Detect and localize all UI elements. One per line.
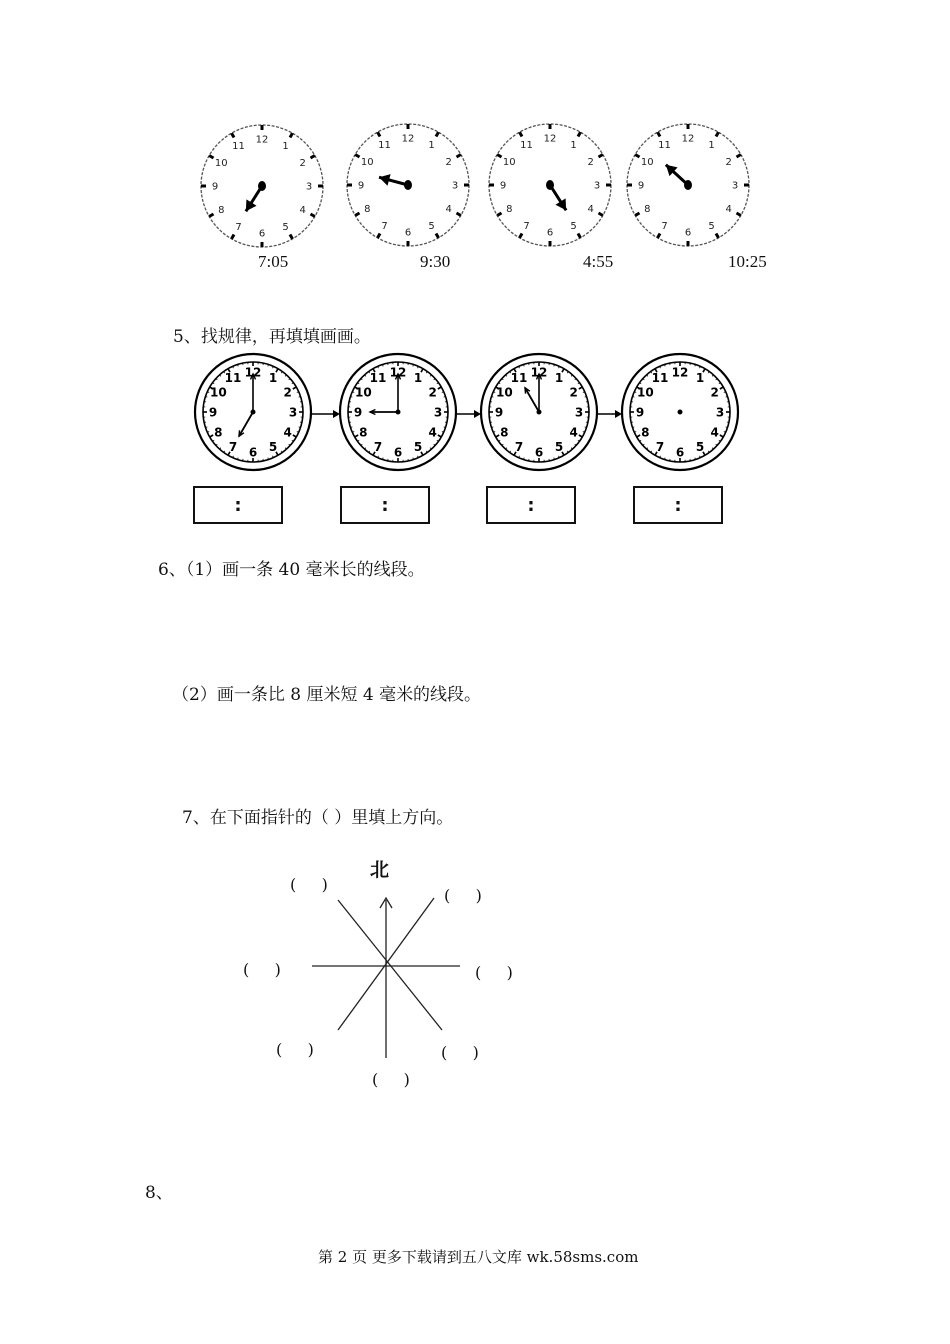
- clock-numeral: 5: [428, 221, 435, 233]
- clock-center: [396, 410, 401, 415]
- clock-numeral: 1: [413, 370, 423, 385]
- clock-numeral: 1: [554, 370, 564, 385]
- simple-clock-4: [627, 124, 749, 246]
- clock-numeral: 6: [546, 227, 554, 239]
- hour-tick: [310, 214, 314, 217]
- direction-blank-northeast[interactable]: ( ): [444, 886, 482, 905]
- hour-tick: [520, 132, 523, 136]
- clock-numeral: 9: [494, 405, 504, 420]
- hour-tick: [378, 132, 381, 136]
- clock-numeral: 5: [282, 222, 289, 234]
- clock-numeral: 4: [283, 425, 292, 440]
- clock-numeral: 3: [593, 180, 601, 192]
- north-label: 北: [370, 859, 390, 881]
- hour-tick: [355, 155, 359, 158]
- clock-numeral: 2: [710, 385, 719, 400]
- clock-numeral: 1: [708, 139, 715, 151]
- clock-numeral: 1: [695, 370, 705, 385]
- clock-3-time-label: 4:55: [583, 252, 614, 271]
- clock-numeral: 11: [658, 139, 671, 151]
- hour-tick: [598, 213, 602, 216]
- clock-numeral: 1: [570, 139, 577, 151]
- hour-tick: [378, 233, 381, 237]
- question-7-title: 7、在下面指针的（ ）里填上方向。: [182, 808, 454, 828]
- clock-numeral: 12: [681, 133, 695, 145]
- clock-numeral: 11: [378, 139, 391, 151]
- clock-numeral: 6: [534, 445, 544, 460]
- direction-blank-west[interactable]: ( ): [243, 960, 281, 979]
- clock-row-1: [0, 0, 950, 250]
- clock-numeral: 4: [445, 204, 452, 215]
- hour-tick: [310, 156, 314, 159]
- clock-numeral: 3: [715, 405, 725, 420]
- hour-tick: [290, 234, 293, 238]
- clock-numeral: 4: [299, 205, 306, 216]
- hour-tick: [456, 213, 460, 216]
- pattern-clock-row: [0, 340, 950, 490]
- hour-tick: [578, 233, 581, 237]
- question-6-part-1: 6、（1）画一条 40 毫米长的线段。: [158, 560, 425, 580]
- answer-box-2[interactable]: :: [340, 486, 430, 524]
- compass-diagram: [300, 880, 480, 1070]
- clock-center: [546, 180, 554, 190]
- clock-numeral: 2: [299, 158, 306, 169]
- clock-numeral: 8: [359, 425, 368, 440]
- clock-numeral: 10: [210, 385, 227, 400]
- clock-numeral: 10: [502, 157, 516, 168]
- clock-center: [537, 410, 542, 415]
- clock-numeral: 12: [389, 365, 407, 380]
- hour-tick: [209, 214, 213, 217]
- clock-numeral: 5: [695, 440, 705, 455]
- clock-numeral: 10: [637, 385, 654, 400]
- hour-tick: [716, 233, 719, 237]
- clock-numeral: 4: [725, 204, 732, 215]
- clock-numeral: 7: [661, 221, 668, 233]
- clock-numeral: 9: [635, 405, 645, 420]
- clock-numeral: 11: [224, 370, 242, 385]
- clock-numeral: 12: [255, 134, 269, 146]
- hour-hand-arrowhead: [379, 174, 391, 186]
- clock-numeral: 7: [514, 440, 524, 455]
- clock-numeral: 7: [655, 440, 665, 455]
- direction-blank-southeast[interactable]: ( ): [441, 1043, 479, 1062]
- answer-box-4[interactable]: :: [633, 486, 723, 524]
- hour-tick: [497, 213, 501, 216]
- clock-numeral: 11: [520, 139, 533, 151]
- clock-numeral: 10: [496, 385, 513, 400]
- clock-numeral: 7: [381, 221, 388, 233]
- clock-numeral: 2: [725, 157, 732, 168]
- question-6-part-2: （2）画一条比 8 厘米短 4 毫米的线段。: [172, 685, 482, 705]
- pattern-clock-3: [481, 354, 597, 470]
- pattern-clock-2: [340, 354, 456, 470]
- clock-numeral: 4: [710, 425, 719, 440]
- clock-numeral: 3: [574, 405, 584, 420]
- clock-center: [258, 181, 266, 191]
- answer-box-3[interactable]: :: [486, 486, 576, 524]
- clock-numeral: 6: [684, 227, 692, 239]
- clock-2-time-label: 9:30: [420, 252, 451, 271]
- clock-center: [251, 410, 256, 415]
- direction-blank-east[interactable]: ( ): [475, 963, 513, 982]
- clock-numeral: 5: [413, 440, 423, 455]
- clock-numeral: 8: [364, 204, 371, 215]
- clock-numeral: 2: [428, 385, 437, 400]
- page-footer: 第 2 页 更多下载请到五八文库 wk.58sms.com: [318, 1248, 639, 1266]
- clock-numeral: 3: [288, 405, 298, 420]
- clock-numeral: 8: [644, 204, 651, 215]
- clock-numeral: 6: [404, 227, 412, 239]
- clock-numeral: 6: [393, 445, 403, 460]
- simple-clock-2: [347, 124, 469, 246]
- clock-center: [678, 410, 683, 415]
- clock-numeral: 3: [731, 180, 739, 192]
- hour-tick: [232, 133, 235, 137]
- hour-tick: [635, 155, 639, 158]
- answer-box-1[interactable]: :: [193, 486, 283, 524]
- question-5-title: 5、找规律，再填填画画。: [173, 327, 371, 347]
- direction-blank-south[interactable]: ( ): [372, 1070, 410, 1089]
- hour-tick: [355, 213, 359, 216]
- hour-tick: [209, 156, 213, 159]
- clock-numeral: 12: [244, 365, 262, 380]
- pattern-clock-4: [622, 354, 738, 470]
- clock-numeral: 7: [523, 221, 530, 233]
- hour-tick: [598, 155, 602, 158]
- clock-numeral: 10: [214, 158, 228, 169]
- hour-tick: [716, 132, 719, 136]
- direction-blank-northwest[interactable]: ( ): [290, 875, 328, 894]
- hour-tick: [658, 132, 661, 136]
- clock-4-time-label: 10:25: [728, 252, 767, 271]
- clock-numeral: 6: [675, 445, 685, 460]
- clock-numeral: 12: [530, 365, 548, 380]
- clock-numeral: 12: [543, 133, 557, 145]
- question-8-title: 8、: [145, 1183, 173, 1203]
- hour-tick: [436, 132, 439, 136]
- hour-tick: [290, 133, 293, 137]
- clock-numeral: 2: [283, 385, 292, 400]
- clock-center: [684, 180, 692, 190]
- clock-numeral: 7: [235, 222, 242, 234]
- clock-numeral: 5: [570, 221, 577, 233]
- clock-numeral: 11: [232, 140, 245, 152]
- clock-numeral: 8: [506, 204, 513, 215]
- hour-tick: [736, 155, 740, 158]
- simple-clock-1: [201, 125, 323, 247]
- clock-numeral: 9: [208, 405, 218, 420]
- clock-numeral: 5: [554, 440, 564, 455]
- hour-tick: [520, 233, 523, 237]
- clock-numeral: 8: [641, 425, 650, 440]
- clock-numeral: 5: [708, 221, 715, 233]
- clock-numeral: 2: [445, 157, 452, 168]
- clock-numeral: 8: [214, 425, 223, 440]
- clock-numeral: 8: [500, 425, 509, 440]
- hour-tick: [497, 155, 501, 158]
- clock-numeral: 9: [353, 405, 363, 420]
- clock-numeral: 5: [268, 440, 278, 455]
- clock-numeral: 7: [228, 440, 238, 455]
- clock-numeral: 11: [369, 370, 387, 385]
- clock-numeral: 3: [451, 180, 459, 192]
- clock-numeral: 2: [569, 385, 578, 400]
- clock-1-time-label: 7:05: [258, 252, 289, 271]
- hour-tick: [232, 234, 235, 238]
- hour-tick: [658, 233, 661, 237]
- clock-numeral: 12: [401, 133, 415, 145]
- clock-numeral: 4: [569, 425, 578, 440]
- clock-numeral: 8: [218, 205, 225, 216]
- simple-clock-3: [489, 124, 611, 246]
- clock-numeral: 7: [373, 440, 383, 455]
- clock-numeral: 1: [268, 370, 278, 385]
- clock-numeral: 9: [211, 181, 219, 193]
- hour-tick: [635, 213, 639, 216]
- clock-numeral: 1: [428, 139, 435, 151]
- clock-numeral: 9: [499, 180, 507, 192]
- clock-numeral: 6: [258, 228, 266, 240]
- hour-tick: [436, 233, 439, 237]
- compass-diagonal-nw-se: [338, 900, 442, 1030]
- hour-tick: [456, 155, 460, 158]
- clock-numeral: 1: [282, 140, 289, 152]
- clock-numeral: 10: [640, 157, 654, 168]
- clock-numeral: 10: [360, 157, 374, 168]
- clock-numeral: 11: [510, 370, 528, 385]
- clock-numeral: 9: [637, 180, 645, 192]
- direction-blank-southwest[interactable]: ( ): [276, 1040, 314, 1059]
- clock-numeral: 2: [587, 157, 594, 168]
- clock-numeral: 12: [671, 365, 689, 380]
- clock-numeral: 3: [305, 181, 313, 193]
- clock-numeral: 4: [587, 204, 594, 215]
- clock-numeral: 3: [433, 405, 443, 420]
- clock-numeral: 6: [248, 445, 258, 460]
- pattern-clock-1: [195, 354, 311, 470]
- clock-center: [404, 180, 412, 190]
- clock-numeral: 4: [428, 425, 437, 440]
- clock-numeral: 11: [651, 370, 669, 385]
- hour-tick: [736, 213, 740, 216]
- hour-tick: [578, 132, 581, 136]
- clock-numeral: 9: [357, 180, 365, 192]
- clock-numeral: 10: [355, 385, 372, 400]
